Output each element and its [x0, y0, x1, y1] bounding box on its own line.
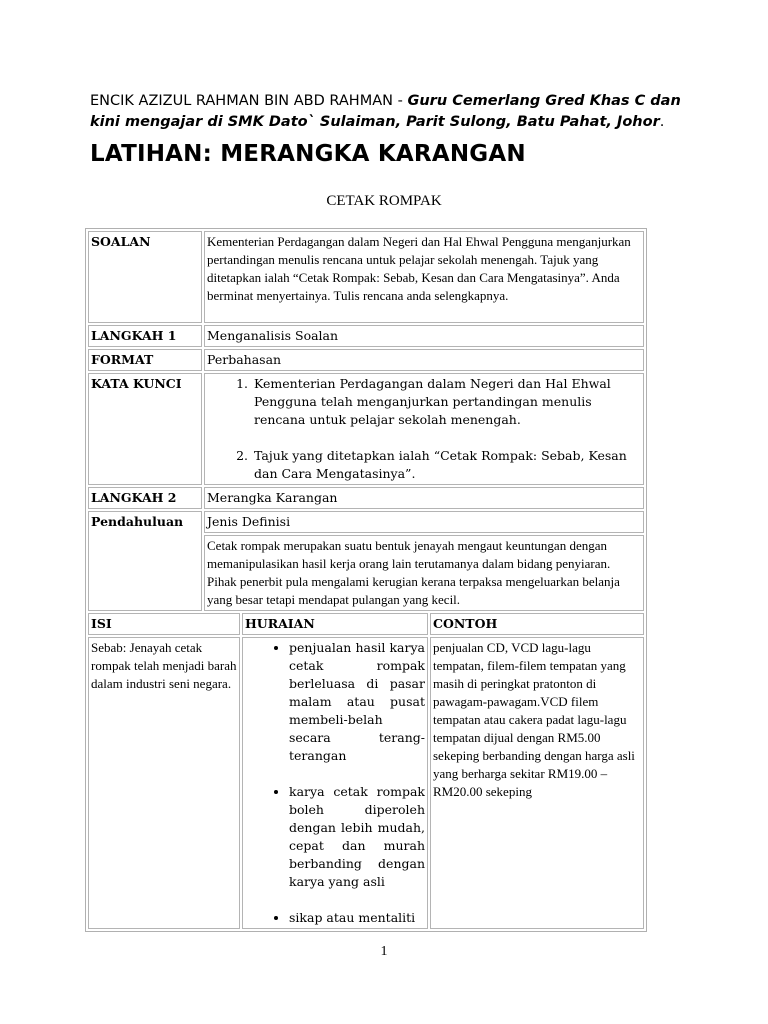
- author-role: Guru Cemerlang Gred Khas C dan kini mengajar di SMK Dato` Sulaiman, Parit Sulong, Batu Pahat, Johor: [90, 93, 681, 130]
- author-line: [90, 91, 690, 133]
- format-label: FORMAT: [88, 349, 202, 371]
- soalan-label: SOALAN: [88, 231, 202, 323]
- content-row: [88, 637, 644, 929]
- kata-kunci-item: 1. Kementerian Perdagangan dalam Negeri dan Hal Ehwal Pengguna telah menganjurkan pertandingan menulis rencana untuk pelajar sekolah menengah.: [252, 375, 641, 429]
- author-name: ENCIK AZIZUL RAHMAN BIN ABD RAHMAN -: [90, 93, 408, 109]
- langkah1-label: LANGKAH 1: [88, 325, 202, 347]
- contoh-header: CONTOH: [430, 613, 644, 635]
- kata-kunci-item: 2. Tajuk yang ditetapkan ialah “Cetak Rompak: Sebab, Kesan dan Cara Mengatasinya”.: [252, 447, 641, 483]
- huraian-cell: [242, 637, 428, 929]
- pendahuluan-label: Pendahuluan: [88, 511, 202, 611]
- page-title: LATIHAN: MERANGKA KARANGAN: [90, 141, 526, 167]
- header-row: [88, 613, 644, 635]
- soalan-row: [88, 231, 644, 323]
- kata-kunci-cell: [204, 373, 644, 485]
- author-period: .: [659, 114, 665, 130]
- essay-topic: CETAK ROMPAK: [326, 193, 442, 209]
- pendahuluan-row: [88, 511, 644, 533]
- huraian-item: • karya cetak rompak boleh diperoleh dengan lebih mudah, cepat dan murah berbanding dengan karya yang asli: [289, 783, 425, 891]
- langkah1-text: Menganalisis Soalan: [204, 325, 644, 347]
- langkah1-row: [88, 325, 644, 347]
- pendahuluan-type: Jenis Definisi: [204, 511, 644, 533]
- langkah2-row: [88, 487, 644, 509]
- kata-kunci-label: KATA KUNCI: [88, 373, 202, 485]
- huraian-list: [245, 639, 425, 927]
- huraian-item: • sikap atau mentaliti: [289, 909, 425, 927]
- soalan-text: Kementerian Perdagangan dalam Negeri dan Hal Ehwal Pengguna menganjurkan pertandingan menulis rencana untuk pelajar sekolah menengah. Tajuk yang ditetapkan ialah “Cetak Rompak: Sebab, Kesan dan Cara Mengatasinya”. Anda berminat menyertainya. Tulis rencana anda selengkapnya.: [204, 231, 644, 323]
- outline-table: [85, 228, 647, 932]
- contoh-text: penjualan CD, VCD lagu-lagu tempatan, filem-filem tempatan yang masih di peringkat pratonton di pawagam-pawagam.VCD filem tempatan atau cakera padat lagu-lagu tempatan dijual dengan RM5.00 sekeping berbanding dengan harga asli yang berharga sekitar RM19.00 – RM20.00 sekeping: [430, 637, 644, 929]
- isi-text: Sebab: Jenayah cetak rompak telah menjadi barah dalam industri seni negara.: [88, 637, 240, 929]
- format-row: [88, 349, 644, 371]
- format-text: Perbahasan: [204, 349, 644, 371]
- pendahuluan-text: Cetak rompak merupakan suatu bentuk jenayah mengaut keuntungan dengan memanipulasikan hasil kerja orang lain terutamanya dalam bidang penyiaran. Pihak penerbit pula mengalami kerugian kerana terpaksa mengeluarkan belanja yang besar tetapi mendapat pulangan yang kecil.: [204, 535, 644, 611]
- kata-kunci-list: [207, 375, 641, 483]
- langkah2-label: LANGKAH 2: [88, 487, 202, 509]
- langkah2-text: Merangka Karangan: [204, 487, 644, 509]
- page-number: 1: [380, 944, 388, 959]
- kata-kunci-row: [88, 373, 644, 485]
- huraian-header: HURAIAN: [242, 613, 428, 635]
- isi-header: ISI: [88, 613, 240, 635]
- huraian-item: • penjualan hasil karya cetak rompak berleluasa di pasar malam atau pusat membeli-belah secara terang-terangan: [289, 639, 425, 765]
